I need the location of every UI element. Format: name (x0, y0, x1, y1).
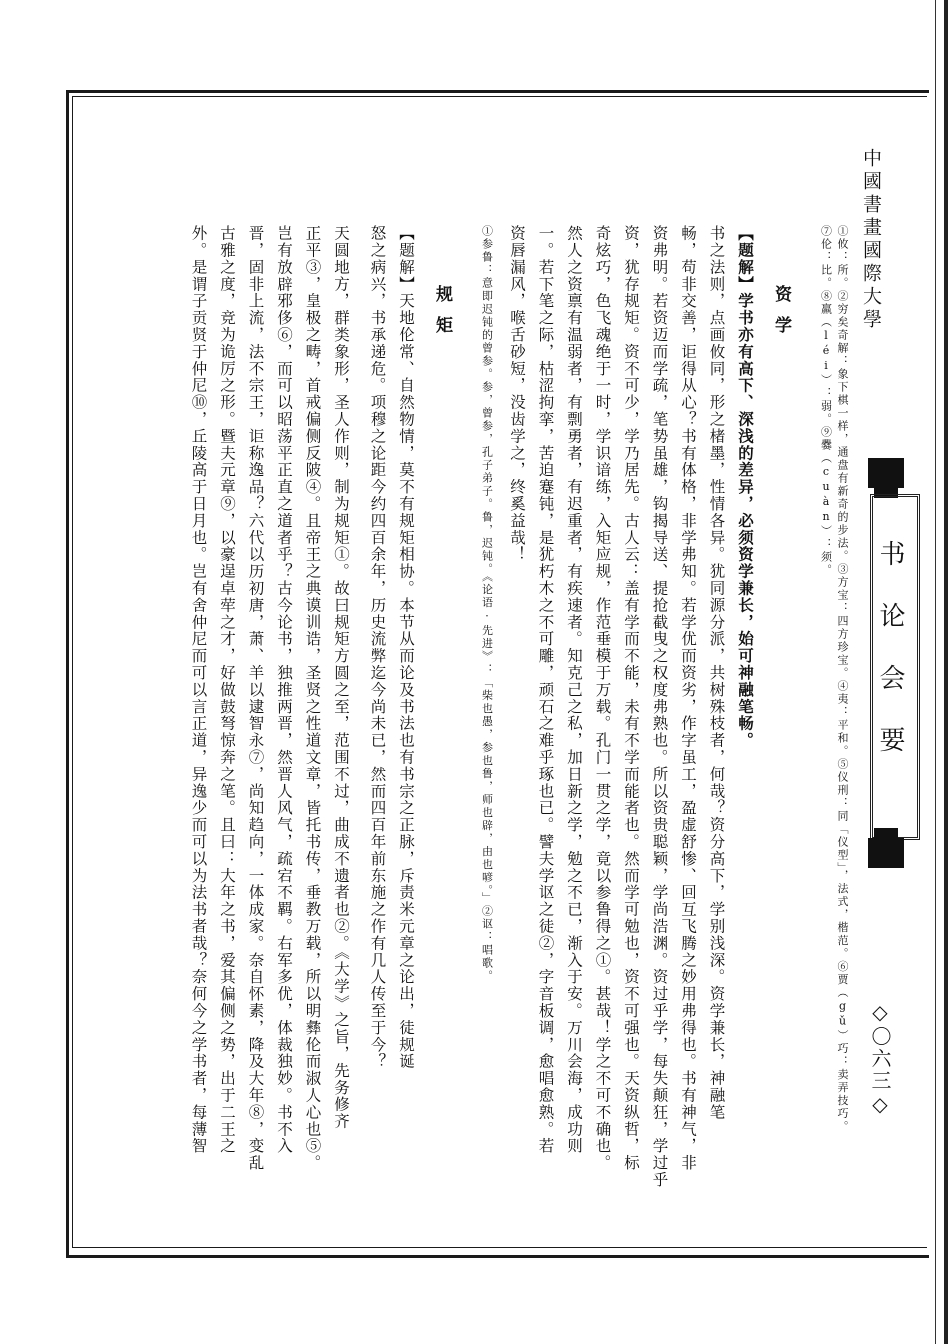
text-line: 正平③，皇极之畴，首戒偏侧反陂④。且帝王之典谟训诰，圣贤之性道文章，皆托书传，垂教万载，所以明彝伦而淑人心也⑤。 (303, 225, 322, 1172)
page-edge-bar (944, 0, 948, 1344)
text-line: 资，犹存规矩。资不可少，学乃居先。古人云：盖有学而不能，未有不学而能者也。然而学可勉也，资不可强也。天资纵哲，标 (622, 225, 640, 1172)
text-line: 一。若下笔之际，枯涩拘挛，苦迫蹇钝，是犹朽木之不可雕，顽石之难乎琢也已。譬夫学讴之徒②，字音板调，愈唱愈熟。若 (536, 225, 555, 1155)
section-preface: 【题解】学书亦有高下、深浅的差异，必须资学兼长，始可神融笔畅。 (736, 225, 755, 749)
book-title: 书论会要 (875, 540, 905, 788)
section-heading-zixue: 资学 (771, 285, 791, 347)
text-line: 晋，固非上流，法不宗王，讵称逸品？六代以历初唐，萧、羊以逮智永⑦，尚知趋向，一体成家。奈自怀素，降及大年⑧，变乱 (246, 225, 265, 1172)
page-number: ◇〇六三◇ (868, 1000, 892, 1118)
text-line: 奇炫巧，色飞魂绝于一时，学识谙练，入矩应规，作范垂模于万载。孔门一贯之学，竟以参鲁得之①。甚哉！学之不可不确也。 (593, 225, 612, 1172)
section-preface: 【题解】天地伦常、自然物情，莫不有规矩相协。本节从而论及书法也有书宗之正脉，斥责米元章之论出，徒规诞 (397, 225, 415, 1070)
section-footnote: ①参鲁：意即迟钝的曾参。参，曾参，孔子弟子。鲁，迟钝。《论语·先进》：「柴也愚，参也鲁，师也辟，由也喭。」②讴：唱歌。 (480, 225, 494, 983)
cartouche-top-ornament (868, 458, 904, 488)
text-line: 天圆地方，群类象形，圣人作则，制为规矩①。故曰规矩方圆之至，范围不过，曲成不遗者也②。《大学》之旨，先务修齐 (332, 225, 350, 1130)
section-heading-guiju: 规矩 (432, 285, 452, 347)
main-text-body (90, 225, 850, 1255)
page-edge-rule (935, 0, 936, 1344)
section-preface: 怒之病兴，书承递危。项穆之论距今约四百余年，历史流弊迄今尚未已，然而四百年前东施之作有几人传至于今？ (368, 225, 387, 1070)
top-note-2: ⑦伦：比。⑧羸（léi）：弱。⑨爨（cuàn）：须。 (819, 225, 833, 577)
text-line: 然人之资禀有温弱者，有剽勇者，有迟重者，有疾速者。知克己之私，加日新之学，勉之不已，渐入于安。万川会海，成功则 (565, 225, 583, 1155)
top-note-1: ①攸：所。②穷矣奇解：象下棋一样，通盘有新奇的步法。③方宝：四方珍宝。④夷：平和。⑤仪刑：同「仪型」，法式，楷范。⑥贾（gǔ）巧：卖弄技巧。 (836, 225, 849, 1134)
text-line: 资唇漏风，喉舌砂短，没齿学之，终奚益哉！ (508, 225, 526, 563)
text-line: 书之法则，点画攸同，形之楮墨，性情各异。犹同源分派，共树殊枝者，何哉？资分高下，学别浅深。资学兼长，神融笔 (707, 225, 726, 1121)
text-line: 资弗明。若资迈而学疏，笔势虽雄，钩揭导送、提抢截曳之权度弗熟也。所以资贵聪颖，学尚浩渊。资过乎学，每失颠狂，学过乎 (650, 225, 669, 1189)
text-line: 古雅之度，竞为诡厉之形。暨夫元章⑨，以豪逞卓荦之才，好做鼓弩惊奔之笔。且曰：大年之书，爱其偏侧之势，出于二王之 (218, 225, 236, 1155)
text-line: 岂有放辟邪侈⑥，而可以昭荡平正直之道者乎？古今论书，独推两晋，然晋人风气，疏宕不羁。右军多优，体裁独妙。书不入 (275, 225, 293, 1155)
text-line: 畅，苟非交善，讵得从心？书有体格，非学弗知。若学优而资劣，作字虽工，盈虚舒惨、回互飞腾之妙用弗得也。书有神气，非 (679, 225, 697, 1172)
cartouche-bottom-ornament (868, 838, 904, 868)
series-title: 中國書畫國際大學 (860, 148, 882, 332)
text-line: 外。是谓子贡贤于仲尼⑩，丘陵高于日月也。岂有舍仲尼而可以言正道，异逸少而可以为法书者哉？奈何今之学书者，每薄智 (189, 225, 208, 1155)
